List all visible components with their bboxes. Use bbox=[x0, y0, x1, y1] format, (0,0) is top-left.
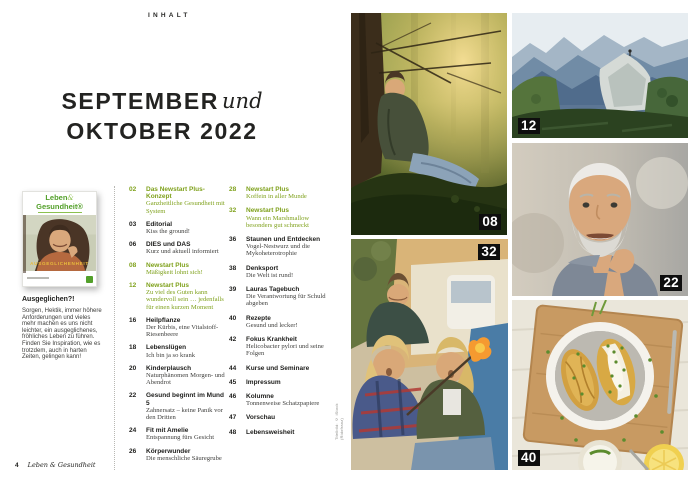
toc-page-number: 16 bbox=[129, 316, 137, 324]
photo-page-chip: 08 bbox=[479, 214, 501, 230]
toc-entry-text bbox=[146, 262, 226, 276]
toc-entry-text bbox=[146, 241, 226, 255]
photo-forest-man[interactable] bbox=[351, 13, 507, 235]
toc-entry-title: Lauras Tagebuch bbox=[246, 286, 300, 294]
toc-entry-subtitle: Kurz und aktuell informiert bbox=[146, 248, 219, 256]
toc-page-number: 44 bbox=[229, 364, 237, 372]
toc-entry[interactable] bbox=[129, 392, 226, 421]
toc-entry-title: Denksport bbox=[246, 264, 279, 272]
cover-logo-line1: Leben bbox=[45, 193, 68, 202]
toc-entry[interactable] bbox=[129, 344, 226, 358]
cover-footer-strip bbox=[23, 273, 96, 286]
footer-page-number: 4 bbox=[15, 462, 19, 469]
toc-entry-title: Lebensweisheit bbox=[246, 428, 295, 436]
toc-entry-text bbox=[146, 282, 226, 311]
photo-campfire-kids-art bbox=[351, 239, 508, 470]
issue-title-line2: OKTOBER 2022 bbox=[66, 118, 258, 144]
toc-column-1 bbox=[129, 186, 226, 468]
toc-entry-title: Kurse und Seminare bbox=[246, 364, 310, 372]
toc-page-number: 18 bbox=[129, 344, 137, 352]
toc-entry-text bbox=[246, 393, 335, 407]
toc-entry[interactable] bbox=[229, 207, 335, 229]
toc-page-number: 40 bbox=[229, 314, 237, 322]
teaser-text: Sorgen, Hektik, immer höhere Anforderungen und vieles mehr machen es uns nicht leichter, ein ausgeglichenes, fröhliches Leben zu führen. Finden Sie Inspiration, wie es trotzdem, auch in harten Zeiten, gelingen kann! bbox=[22, 308, 102, 361]
toc-entry-subtitle: Entspannung fürs Gesicht bbox=[146, 434, 215, 442]
photo-baked-potatoes[interactable] bbox=[512, 300, 688, 470]
toc-entry-title: Vorschau bbox=[246, 414, 276, 422]
toc-entry-text bbox=[246, 286, 335, 308]
toc-page-number: 42 bbox=[229, 336, 237, 344]
toc-entry-text bbox=[246, 379, 335, 386]
toc-entry-title: Newstart Plus bbox=[146, 261, 189, 269]
photo-page-chip: 32 bbox=[478, 244, 500, 260]
toc-entry[interactable] bbox=[129, 448, 226, 462]
toc-page-number: 24 bbox=[129, 427, 137, 435]
toc-entry-title: Kolumne bbox=[246, 393, 274, 401]
toc-page-number: 03 bbox=[129, 220, 137, 228]
toc-entry-title: Newstart Plus bbox=[146, 282, 189, 290]
toc-entry-subtitle: Tonnenweise Schatzpapiere bbox=[246, 400, 320, 408]
cover-logo bbox=[23, 192, 96, 215]
toc-entry-subtitle: Ich bin ja so krank bbox=[146, 351, 196, 359]
toc-entry-text bbox=[246, 414, 335, 421]
photo-mountains[interactable] bbox=[512, 13, 688, 138]
toc-entry-title: Newstart Plus bbox=[246, 207, 289, 215]
toc-entry-title: Fokus Krankheit bbox=[246, 336, 297, 344]
toc-entry-text bbox=[146, 317, 226, 339]
toc-entry-text bbox=[146, 186, 226, 215]
toc-entry-title: Gesund beginnt im Mund 5 bbox=[146, 392, 224, 407]
toc-entry-text bbox=[246, 429, 335, 436]
toc-page-number: 46 bbox=[229, 393, 237, 401]
cover-logo-line2: Gesundheit® bbox=[36, 201, 83, 211]
toc-entry-text bbox=[146, 344, 226, 358]
toc-entry[interactable] bbox=[229, 336, 335, 358]
toc-entry[interactable] bbox=[129, 241, 226, 255]
cover-spine bbox=[23, 215, 26, 273]
toc-page-number: 06 bbox=[129, 241, 137, 249]
toc-entry-subtitle: Zu viel des Guten kann wundervoll sein … jedenfalls für einen kurzen Moment bbox=[146, 289, 224, 311]
issue-title-script-und: und bbox=[222, 89, 263, 113]
toc-entry[interactable] bbox=[229, 286, 335, 308]
photo-senior-man[interactable] bbox=[512, 143, 688, 296]
cover-photo bbox=[23, 215, 96, 273]
toc-entry-title: Impressum bbox=[246, 378, 281, 386]
toc-entry-text bbox=[246, 365, 335, 372]
toc-entry-title: Newstart Plus bbox=[246, 186, 289, 193]
photo-page-chip: 12 bbox=[518, 118, 540, 134]
photo-page-chip: 40 bbox=[518, 450, 540, 466]
toc-page-number: 26 bbox=[129, 447, 137, 455]
cover-tagline-rule bbox=[38, 212, 82, 214]
toc-entry-subtitle: Gesund und lecker! bbox=[246, 321, 298, 329]
toc-entry-text bbox=[146, 221, 226, 235]
toc-entry-title: Kinderplausch bbox=[146, 364, 192, 372]
toc-entry[interactable] bbox=[229, 186, 335, 200]
cover-thumbnail[interactable] bbox=[22, 191, 97, 287]
toc-entry[interactable] bbox=[129, 282, 226, 311]
toc-entry[interactable] bbox=[229, 315, 335, 329]
cover-footer-microtext bbox=[27, 277, 49, 279]
cover-logo-ampersand: & bbox=[67, 194, 74, 202]
toc-entry[interactable] bbox=[129, 365, 226, 387]
page-header: INHALT bbox=[148, 12, 191, 19]
footer-magazine-name: Leben & Gesundheit bbox=[27, 461, 96, 469]
toc-entry-subtitle: Kiss the ground! bbox=[146, 228, 190, 236]
toc-entry-title: Das Newstart Plus-Konzept bbox=[146, 186, 205, 201]
toc-entry-title: Lebenslügen bbox=[146, 344, 187, 352]
page-footer bbox=[15, 461, 96, 469]
photo-forest-man-art bbox=[351, 13, 507, 235]
toc-column-2 bbox=[229, 186, 335, 443]
toc-entry[interactable] bbox=[229, 365, 335, 372]
toc-entry-subtitle: Vogel-Nestwurz und die Mykoheterotrophie bbox=[246, 243, 310, 258]
toc-entry-subtitle: Koffein in aller Munde bbox=[246, 193, 307, 201]
toc-entry-subtitle: Naturphänomen Morgen- und Abendrot bbox=[146, 372, 225, 387]
toc-page-number: 22 bbox=[129, 392, 137, 400]
toc-entry-text bbox=[246, 186, 335, 200]
toc-entry[interactable] bbox=[129, 317, 226, 339]
toc-entry-subtitle: Der Kürbis, eine Vitalstoff-Riesenbeere bbox=[146, 324, 219, 339]
toc-entry-subtitle: Zahnersatz – keine Panik vor den Dritten bbox=[146, 406, 223, 422]
toc-entry-subtitle: Die Verantwortung für Schuld abgeben bbox=[246, 293, 326, 308]
toc-page-number: 28 bbox=[229, 186, 237, 193]
toc-entry-text bbox=[146, 365, 226, 387]
toc-entry[interactable] bbox=[229, 429, 335, 436]
toc-entry-subtitle: Die menschliche Säuregrube bbox=[146, 454, 222, 462]
toc-entry-text bbox=[246, 315, 335, 329]
toc-entry[interactable] bbox=[229, 393, 335, 407]
toc-entry-title: Rezepte bbox=[246, 314, 271, 322]
toc-entry[interactable] bbox=[229, 236, 335, 258]
issue-title bbox=[52, 88, 272, 144]
cover-topic-label: AUSGEGLICHENHEIT bbox=[30, 261, 89, 266]
toc-page-number: 39 bbox=[229, 286, 237, 294]
toc-entry-title: Heilpflanze bbox=[146, 316, 181, 324]
toc-entry[interactable] bbox=[129, 427, 226, 441]
toc-page-number: 20 bbox=[129, 364, 137, 372]
dotted-separator bbox=[114, 186, 115, 470]
toc-page-number: 32 bbox=[229, 207, 237, 215]
toc-entry-title: Editorial bbox=[146, 220, 173, 228]
toc-entry[interactable] bbox=[129, 186, 226, 215]
photo-campfire-kids[interactable] bbox=[351, 239, 508, 470]
toc-entry-text bbox=[146, 392, 226, 421]
photo-senior-man-art bbox=[512, 143, 688, 296]
issue-title-line1: SEPTEMBER und bbox=[61, 88, 263, 114]
toc-entry[interactable] bbox=[229, 379, 335, 386]
toc-entry-subtitle: Ganzheitliche Gesundheit mit System bbox=[146, 200, 225, 215]
toc-entry-subtitle: Mäßigkeit lohnt sich! bbox=[146, 268, 203, 276]
toc-entry-subtitle: Die Welt ist rund! bbox=[246, 271, 294, 279]
toc-entry-text bbox=[246, 236, 335, 258]
toc-entry[interactable] bbox=[229, 414, 335, 421]
toc-entry-title: Staunen und Entdecken bbox=[246, 236, 321, 244]
toc-entry[interactable] bbox=[129, 262, 226, 276]
toc-page-number: 36 bbox=[229, 236, 237, 244]
toc-entry[interactable] bbox=[229, 265, 335, 279]
toc-entry[interactable] bbox=[129, 221, 226, 235]
toc-page-number: 45 bbox=[229, 378, 237, 386]
photo-baked-potatoes-art bbox=[512, 300, 688, 470]
toc-entry-text bbox=[246, 207, 335, 229]
toc-page-number: 47 bbox=[229, 414, 237, 422]
toc-entry-text bbox=[146, 448, 226, 462]
toc-entry-text bbox=[146, 427, 226, 441]
teaser-heading: Ausgeglichen?! bbox=[22, 296, 75, 303]
toc-entry-title: DIES und DAS bbox=[146, 241, 191, 249]
toc-page-number: 12 bbox=[129, 282, 137, 290]
toc-page-number: 02 bbox=[129, 186, 137, 193]
toc-entry-title: Fit mit Amelie bbox=[146, 427, 189, 435]
toc-entry-text bbox=[246, 336, 335, 358]
cover-publisher-logo bbox=[86, 276, 93, 283]
toc-page-number: 48 bbox=[229, 428, 237, 436]
toc-entry-title: Körperwunder bbox=[146, 447, 191, 455]
toc-page-number: 38 bbox=[229, 264, 237, 272]
toc-page-number: 08 bbox=[129, 261, 137, 269]
photo-page-chip: 22 bbox=[660, 275, 682, 291]
toc-entry-text bbox=[246, 265, 335, 279]
photo-credit: Titelbild: © iStock (Ridofranz) bbox=[334, 403, 344, 440]
toc-entry-subtitle: Helicobacter pylori und seine Folgen bbox=[246, 343, 324, 358]
toc-entry-subtitle: Wann ein Marshmallow besonders gut schmeckt bbox=[246, 214, 310, 229]
